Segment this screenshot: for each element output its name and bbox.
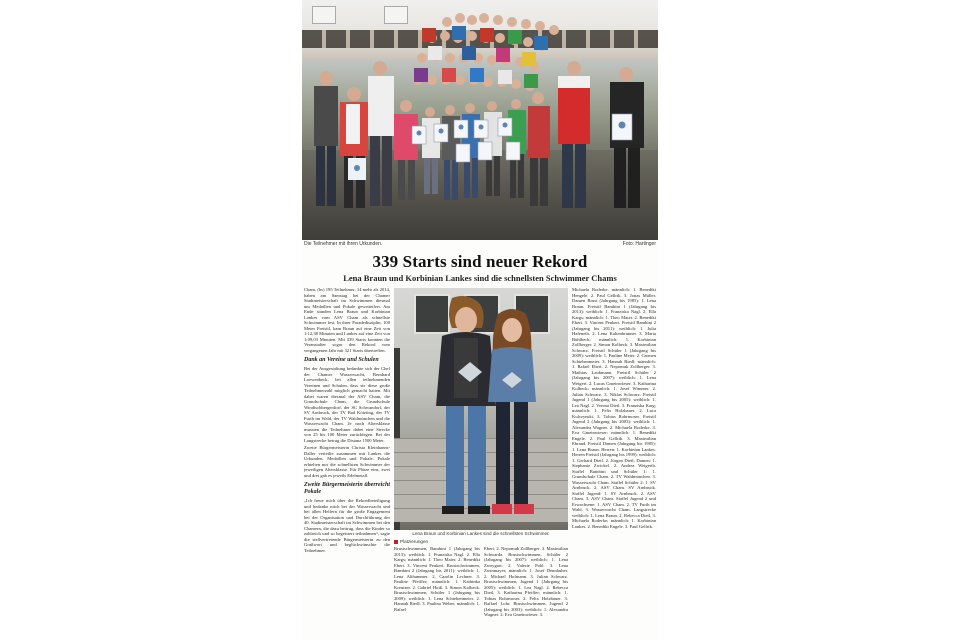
article-column-4 [572,287,656,640]
article-paragraph: Zweite Bürgermeisterin Christa Kleinhanns-Daller verteilte zusammen mit Lankes die Urkunden, Medaillen und Pokale. Pokale erhielten nur die schnellsten Schwimmer der jeweiligen Altersklasse. Für Plätze eins, zwei und drei gab es jeweils Edelmetall. [304,445,390,478]
winners-photo [394,288,568,530]
top-photo-credit: Foto: Hartinger [622,241,656,247]
results-tag-label: Platzierungen [400,539,429,544]
article-paragraph: Bei der Ausgestaltung bedankte sich der Chef der Chamer Wasserwacht, Bernhard Loewenbeck, bei allen teilnehmenden Vereinen und Schulen, dass sie diese große Teilnehmerzahl möglich gemacht hatten. Mit dabei waren diesmal der ASV Cham, die Grundschule Cham, die Grundschule Windischbergerdorf, der SC Schwandorf, der SV Arnbruck, der TV Bad Kötzting, der TV Furth im Wald, der TV Waldmünchen und die Wasserwacht Cham. Je nach Altersklasse mussten die Teilnehmer dabei eine Strecke von 25 bis 100 Meter zurücklegen. Bei der Langstrecke betrug die Distanz 1500 Meter. [304,366,390,443]
results-text: Brustschwimmen, Bambini 1 (Jahrgang bis 2013): weiblich: 1. Pranziska Nagl. 2. Ella Kargs; männlich: 1. Theo Maier. 2. Benedikt Ebert. 3. Vincent Peukert. Brustschwimmen, Bambini 2 (Jahrgang bis 2011): weiblich: 1. Lena Althammer. 2. Carolin Lechner. 3. Pauline Pfeiffer; männlich: 1. Kathinka Kreutzer. 2. Gabriel Hoiß. 3. Simon Kolbeck. Brustschwimmen, Schüler 1 (Jahrgang bis 2009): weiblich: 1. Lena Schiebenmeier. 2. Hannah Riedl. 3. Paulina Weber; männlich: 1. Rafael [394,546,480,612]
article-paragraph: „Ich freue mich über die Rekordbeteiligung und bedanke mich bei der Wasserwacht und bei allen Helfern für die große Engagement bei der Organisation und Durchführung der 40. Stadtmeisterschaft im Schwimmen bei den Chamern, die dazu beitrug, dass die Kinder so zahlreich und so begeistert teilnahmen“, sagte die stellvertretende Bürgermeisterin zu den Grußwort und beglückwünschte die Teilnehmer. [304,498,390,553]
mid-photo-caption: Lena Braun und Korbinian Lankes sind die schnellsten Schwimmer. [412,531,550,536]
headline: 339 Starts sind neuer Rekord [372,252,588,271]
article-column-2 [394,546,480,640]
article-column-1 [304,287,390,640]
group-photo [302,0,658,240]
newspaper-page [302,0,658,640]
top-photo-caption: Die Teilnehmer mit ihren Urkunden. [304,241,383,247]
results-tag [394,539,428,544]
results-text: Michaela Roderke. männlich: 1. Benedikt Hengele. 2. Paul Gellrik. 3. Jonas Müller. Damen Brust (Jahrgang bis 1985): 1. Lena Braun. Freistil Bambini 1 (Jahrgang bis 2013): weiblich: 1. Franziska Nagl. 2. Ella Kargs; männlich: 1. Theo Maier. 2. Benedikt Ebert. 3. Vincent Peukert. Freistil Bambini 2 (Jahrgang bis 2011): weiblich: 1. Julia Hafeneth. 2. Lena Kaltenbrunner. 3. Maria Bühlbeck; männlich: 1. Korbinian Zollberger. 2. Simon Kolbeck. 3. Maximilian Schwarz. Freistil Schüler 1 (Jahrgang bis 2009): weiblich: 1. Pauline Meier. 2. Carmen Schiebenmeier. 3. Hannah Riedl; männlich: 1. Rafael Ebert. 2. Nepomuk Zollberger. 3. Mathias Laubmann. Freistil Schüler 2 (Jahrgang bis 2007): weiblich: 1. Lena Weigert. 2. Lucas Gmeinwieser. 3. Katharina Kolbeck; männlich: 1. Josef Wimmer. 2. Julian Schwarz. 3. Niklas Schwarz. Freistil Jugend 1 (Jahrgang bis 2005): weiblich: 1. Lea Nagl. 2. Verena Dietl. 3. Franziska Karg; männlich: 1. Felix Holzbauer. 2. Luca Kulczynski. 3. Tobias Rohrmoser. Freistil Jugend 2 (Jahrgang bis 2003): weiblich: 1. Alexandra Wagner. 2. Michaela Roderke. 3. Eva Gmeinwieser; männlich: 1. Benedikt Engele. 2. Paul Gellrik. 3. Maximilian Ehrand. Freistil Damen (Jahrgang bis 1985): 1. Lena Braun. Herren: 1. Korbinian Lankes. Herren Freistil (Jahrgang bis 1999): weiblich: 1. Gerhard Dietl. 2. Jürgen Dietl; Damen: 1. Stephanie Zwickel. 2. Andrea Weigerth. Staffel Bambini und Schüler 1: 1. Grundschule Cham. 2. TV Waldmünchen. 3. Wasserwacht Cham. Staffel Schüler 2: 1. SV Arnbruck. 2. ASV Cham. SV Arnbruck. Staffel Jugend: 1. SV Arnbruck. 2. ASV Cham. 3. ASV Cham. Staffel Jugend 2 und Erwachsene: 1. ASV Cham. 2. TV Furth im Wald. 3. Wasserwacht Cham. Langstrecke weiblich: 1. Lena Braun. 2. Rebecca Dietl. 3. Michaela Roderke; männlich: 1. Korbinian Lankes. 2. Benedikt Engele. 3. Paul Gellrik. [572,287,656,529]
article-column-3 [484,546,568,640]
top-photo-caption-row [304,241,656,249]
results-text: Ebert. 2. Nepomuk Zollberger. 3. Maximilian Schwarda. Brustschwimmen, Schüler 2 (Jahrgang bis 2007): weiblich: 1. Lena Zweygart. 2. Valerie Pohl. 3. Lena Zwinmayer; männlich: 1. Josef Dennhuber. 2. Michael Hofmann. 3. Julian Schwarz. Brustschwimmen, Jugend 1 (Jahrgang bis 2005): weiblich: 1. Lea Nagl. 2. Rebecca Dietl. 3. Katharina Pfeiffer; männlich: 1. Tobias Rohrmoser. 2. Felix Holzbauer. 3. Raffael Lohr. Brustschwimmen, Jugend 2 (Jahrgang bis 2003): weiblich: 1. Alexandra Wagner. 2. Eva Gmeinwieser. 3. [484,546,568,617]
tag-marker-icon [394,540,398,544]
subheadline: Lena Braun und Korbinian Lankes sind die schnellsten Schwimmer Chams [343,273,617,283]
photo-crowd [302,8,658,228]
article-intro: Cham. (bs) 195 Teilnehmer, 14 mehr als 2014, haben am Samstag bei der Chamer Stadtmeisterschaft im Schwimmen diesmal um Medaillen und Pokale gewetteifert. Am Ende standen Lena Braun und Korbinian Lankes vom ASV Cham als schnellste Schwimmer fest. In ihrer Paradedisziplin, 100 Meter Freistil, kam Braun auf eine Zeit von 1:12,38 Minuten und Lankes auf eine Zeit von 1:09,03 Minuten. Mit 339 Starts konnten die Veranstalter sogar den Rekord vom vergangenen Jahr mit 321 Starts übertreffen. [304,287,390,353]
section-heading: Dank an Vereine und Schulen [304,357,379,363]
section-heading: Zweite Bürgermeisterin überreicht Pokale [304,482,390,495]
photo-winners [394,288,568,530]
